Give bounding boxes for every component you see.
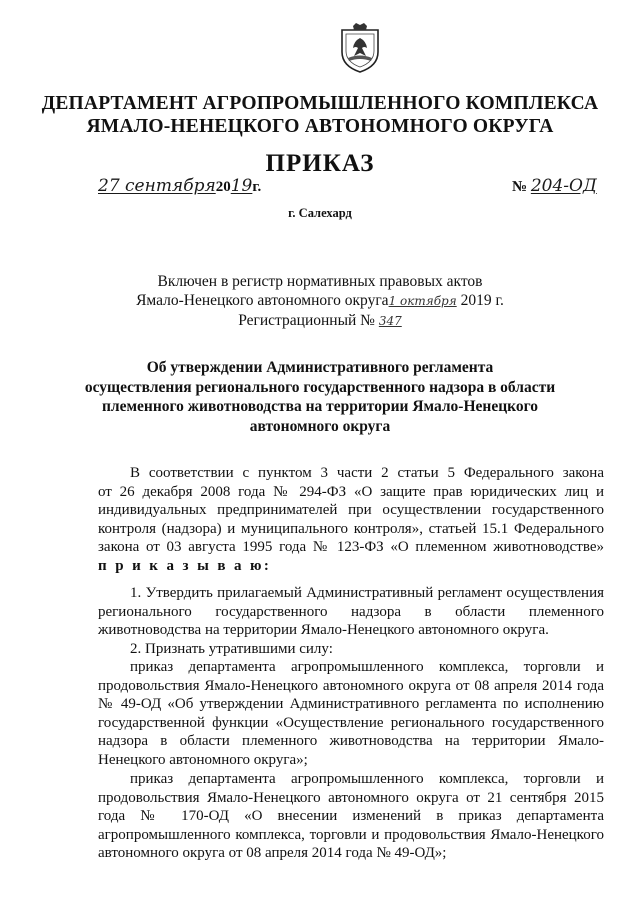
repealed-1-line: № 49-ОД «Об утверждении Административного регламента по исполнению — [98, 696, 604, 713]
repealed-2-line: автономного округа от 08 апреля 2014 года № 49-ОД»; — [98, 845, 447, 862]
department-name — [0, 92, 640, 138]
repealed-1-line: Ненецкого автономного округа»; — [98, 751, 308, 768]
number-prefix: № — [512, 179, 528, 195]
preamble — [98, 464, 604, 576]
preamble-line: контроля (надзора) и муниципального контроля», статьей 15.1 Федерального — [98, 520, 604, 537]
repealed-2-line: года № 170-ОД «О внесении изменений в приказ департамента — [98, 808, 604, 825]
item-1-line: 1. Утвердить прилагаемый Административный регламент осуществления — [130, 585, 604, 601]
title-line-3: племенного животноводства на территории Ямало-Ненецкого — [101, 398, 539, 415]
title-line-1: Об утверждении Административного регламента — [146, 359, 494, 376]
preamble-line: от 26 декабря 2008 года № 294-ФЗ «О защите прав юридических лиц и — [98, 483, 604, 500]
repealed-order-2 — [98, 770, 604, 863]
repealed-1-line: государственной функции «Осуществление регионального государственного — [98, 714, 604, 731]
item-1-line: регионального государственного надзора в области племенного — [98, 603, 604, 620]
number-handwritten: 204-ОД — [530, 176, 597, 196]
item-1 — [98, 584, 604, 658]
registry-line-2-prefix: Ямало-Ненецкого автономного округа — [136, 292, 389, 309]
date-handwritten: 27 сентября — [98, 176, 216, 196]
preamble-line: В соответствии с пунктом 3 части 2 статьи 5 Федерального закона — [130, 465, 604, 481]
title-line-2: осуществления регионального государственного надзора в области — [84, 378, 556, 396]
preamble-line: закона от 03 августа 1995 года № 123-ФЗ «О племенном животноводстве» — [98, 539, 604, 556]
title-line-4: автономного округа — [249, 417, 391, 435]
registry-line-3 — [0, 311, 640, 331]
registry-number-handwritten: 347 — [378, 314, 402, 328]
registry-line-2 — [0, 291, 640, 311]
registry-number-label: Регистрационный № — [238, 312, 375, 329]
coat-of-arms-icon — [338, 22, 382, 74]
preamble-line: индивидуальных предпринимателей при осуществлении государственного — [98, 502, 604, 519]
repealed-2-line: приказ департамента агропромышленного комплекса, торговли и — [130, 771, 604, 787]
city: г. Салехард — [288, 206, 352, 220]
repealed-order-1 — [98, 658, 604, 770]
date-year-prefix: 20 — [215, 179, 231, 195]
repealed-2-line: агропромышленного комплекса, торговли и продовольствия Ямало-Ненецкого — [98, 826, 604, 843]
date-year-handwritten: 19 — [230, 176, 253, 196]
registry-date-handwritten: 1 октября — [388, 294, 457, 308]
repealed-2-line: продовольствия Ямало-Ненецкого автономного округа от 21 сентября 2015 — [98, 789, 604, 806]
document-title — [0, 358, 640, 436]
registry-line-1: Включен в регистр нормативных правовых актов — [157, 273, 483, 290]
repealed-1-line: приказ департамента агропромышленного комплекса, торговли и — [130, 659, 604, 675]
prikazyvayu: п р и к а з ы в а ю: — [98, 557, 272, 574]
registry-stamp — [0, 272, 640, 331]
registry-line-2-suffix: 2019 г. — [460, 292, 504, 309]
date-suffix: г. — [252, 179, 262, 195]
item-1-line: животноводства на территории Ямало-Ненецкого автономного округа. — [98, 622, 549, 639]
repealed-1-line: продовольствия Ямало-Ненецкого автономного округа от 08 апреля 2014 года — [98, 677, 604, 694]
document-number — [512, 176, 597, 196]
department-line-2: ЯМАЛО-НЕНЕЦКОГО АВТОНОМНОГО ОКРУГА — [86, 116, 554, 137]
department-line-1: ДЕПАРТАМЕНТ АГРОПРОМЫШЛЕННОГО КОМПЛЕКСА — [41, 93, 599, 114]
document-date — [98, 176, 261, 196]
document-type: ПРИКАЗ — [265, 150, 375, 177]
item-2: 2. Признать утратившими силу: — [130, 640, 333, 657]
repealed-1-line: надзора в области племенного животноводства на территории Ямало- — [98, 733, 604, 750]
